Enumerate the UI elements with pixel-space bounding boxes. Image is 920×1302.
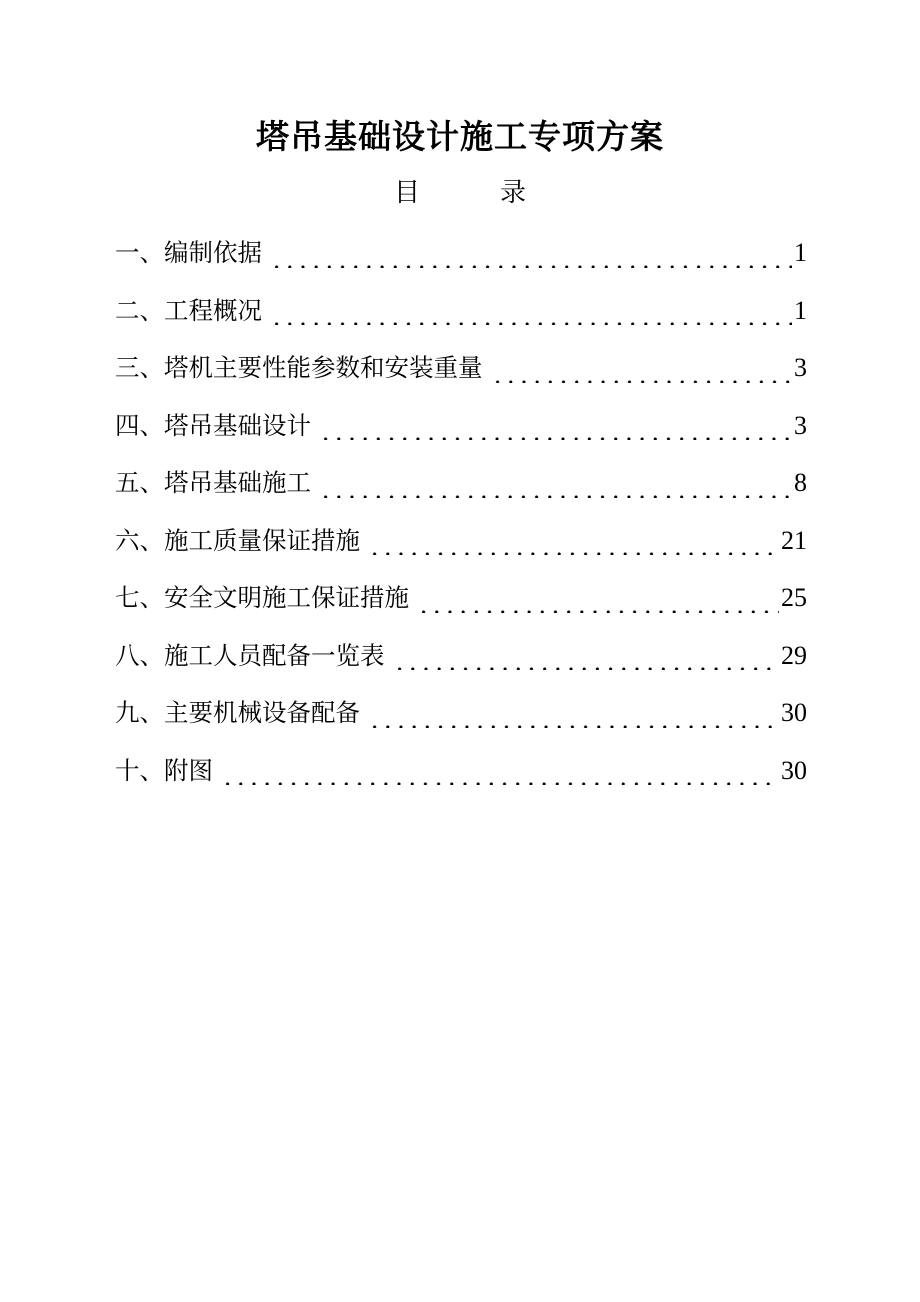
toc-entry-page: 3 bbox=[794, 410, 807, 440]
toc-dot-leader bbox=[415, 587, 779, 613]
toc-heading bbox=[0, 170, 920, 216]
toc-dot-leader bbox=[268, 299, 792, 325]
toc-entry[interactable] bbox=[115, 282, 807, 340]
toc-entry-label: 五、塔吊基础施工 bbox=[115, 468, 311, 498]
toc-dot-leader bbox=[489, 357, 793, 383]
toc-entry-page: 8 bbox=[794, 468, 807, 498]
toc-entry[interactable] bbox=[115, 397, 807, 455]
toc-dot-leader bbox=[219, 759, 779, 785]
toc-entry-label: 十、附图 bbox=[115, 755, 213, 785]
toc-dot-leader bbox=[366, 529, 779, 555]
toc-dot-leader bbox=[366, 702, 779, 728]
toc-entry-page: 3 bbox=[794, 353, 807, 383]
toc-entry-label: 八、施工人员配备一览表 bbox=[115, 640, 385, 670]
toc-entry-page: 1 bbox=[794, 238, 807, 268]
toc-entry-label: 一、编制依据 bbox=[115, 238, 262, 268]
toc-entry-label: 七、安全文明施工保证措施 bbox=[115, 583, 409, 613]
toc-entry[interactable] bbox=[115, 454, 807, 512]
toc-heading-left: 目 bbox=[393, 178, 420, 208]
toc-entry-page: 30 bbox=[781, 755, 807, 785]
toc-entry-label: 四、塔吊基础设计 bbox=[115, 410, 311, 440]
toc-entry[interactable] bbox=[115, 742, 807, 800]
document-title: 塔吊基础设计施工专项方案 bbox=[256, 117, 664, 156]
toc-heading-right: 录 bbox=[500, 178, 527, 208]
toc-entry[interactable] bbox=[115, 224, 807, 282]
toc-dot-leader bbox=[391, 644, 780, 670]
toc-dot-leader bbox=[317, 414, 792, 440]
toc-entry[interactable] bbox=[115, 627, 807, 685]
toc-entry-label: 二、工程概况 bbox=[115, 295, 262, 325]
toc-dot-leader bbox=[317, 472, 792, 498]
toc-entry-label: 九、主要机械设备配备 bbox=[115, 698, 360, 728]
toc-entry-label: 六、施工质量保证措施 bbox=[115, 525, 360, 555]
toc-dot-leader bbox=[268, 242, 792, 268]
table-of-contents bbox=[115, 224, 807, 799]
toc-entry-page: 30 bbox=[781, 698, 807, 728]
toc-heading-gap bbox=[420, 170, 500, 216]
toc-entry-page: 21 bbox=[781, 525, 807, 555]
toc-entry-page: 29 bbox=[781, 640, 807, 670]
toc-entry[interactable] bbox=[115, 569, 807, 627]
toc-entry-page: 25 bbox=[781, 583, 807, 613]
toc-entry-label: 三、塔机主要性能参数和安装重量 bbox=[115, 353, 483, 383]
toc-entry[interactable] bbox=[115, 512, 807, 570]
toc-entry-page: 1 bbox=[794, 295, 807, 325]
toc-entry[interactable] bbox=[115, 684, 807, 742]
toc-entry[interactable] bbox=[115, 339, 807, 397]
